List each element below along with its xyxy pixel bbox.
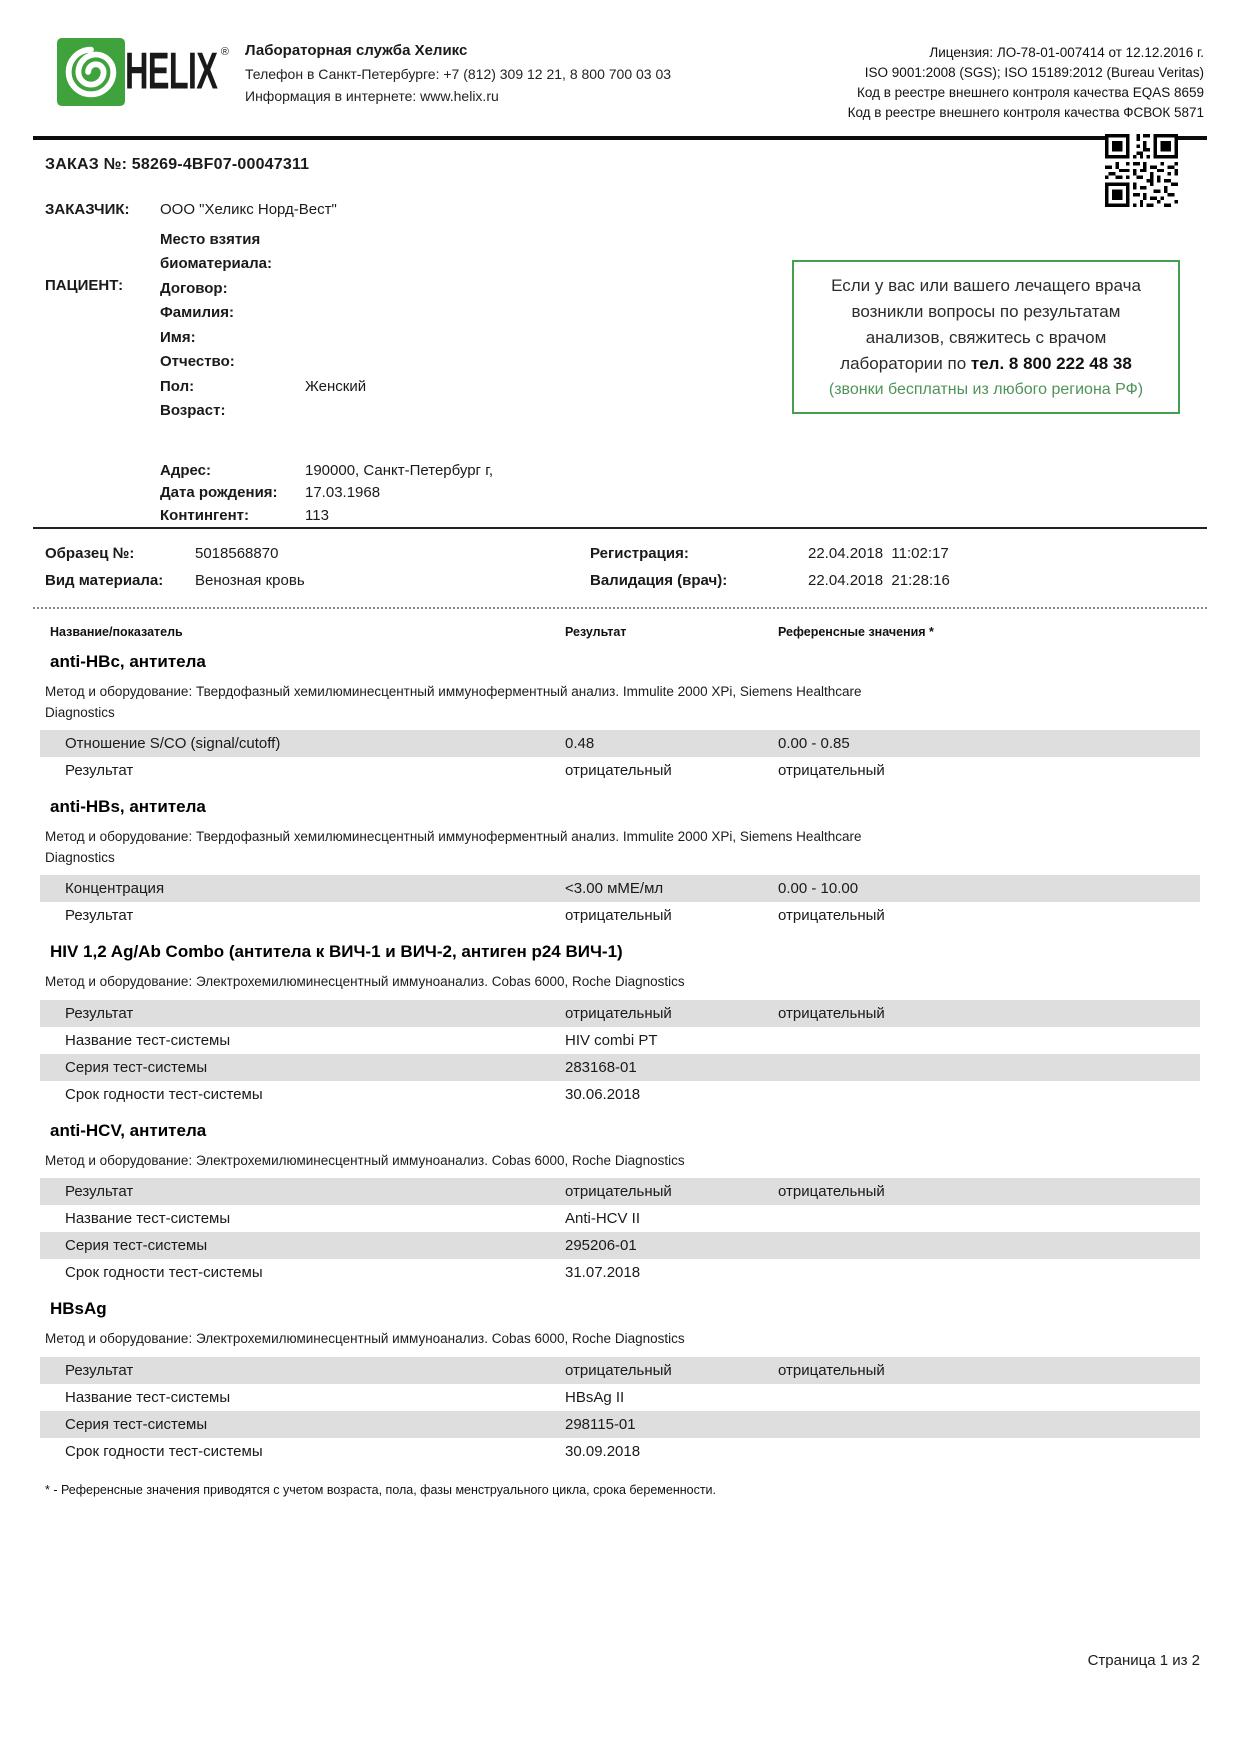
field-label: Место взятия биоматериала: <box>160 230 272 273</box>
validation-label: Валидация (врач): <box>590 572 728 590</box>
row-reference: отрицательный <box>778 762 885 780</box>
row-result: отрицательный <box>565 1183 672 1201</box>
field-label: Адрес: <box>160 461 211 479</box>
column-header-reference: Референсные значения * <box>778 625 934 640</box>
table-row <box>40 1205 1200 1232</box>
section-method: Метод и оборудование: Твердофазный хемилюминесцентный иммуноферментный анализ. Immulite 2000 XPi, Siemens Healthcare Diagnostics <box>45 829 862 865</box>
field-label: Фамилия: <box>160 304 234 322</box>
section-rows <box>40 730 1200 784</box>
row-name: Результат <box>65 762 134 780</box>
material-label: Вид материала: <box>45 572 164 590</box>
test-section-anti-hbs <box>40 797 1200 929</box>
row-result: 0.48 <box>565 735 595 753</box>
row-result: 295206-01 <box>565 1237 637 1255</box>
logo-wordmark: HELIX <box>125 42 218 101</box>
section-title: anti-HCV, антитела <box>50 1120 207 1140</box>
license-line: ISO 9001:2008 (SGS); ISO 15189:2012 (Bureau Veritas) <box>864 64 1204 80</box>
row-name: Результат <box>65 1183 134 1201</box>
helix-spiral-icon <box>57 38 125 106</box>
results-table-header <box>40 625 1200 639</box>
field-label: Контингент: <box>160 506 249 524</box>
field-value: 17.03.1968 <box>305 484 381 502</box>
customer-value: ООО "Хеликс Норд-Вест" <box>160 200 337 218</box>
field-label: Отчество: <box>160 353 235 371</box>
section-method: Метод и оборудование: Электрохемилюминесцентный иммуноанализ. Cobas 6000, Roche Diagnostics <box>45 1152 685 1168</box>
table-row <box>40 1178 1200 1205</box>
patient-extra-fields <box>0 460 1240 528</box>
row-name: Результат <box>65 1004 134 1022</box>
header <box>0 0 1240 123</box>
row-name: Серия тест-системы <box>65 1237 208 1255</box>
sample-label: Образец №: <box>45 545 135 563</box>
table-row <box>40 1054 1200 1081</box>
validation-value: 22.04.2018 21:28:16 <box>808 572 950 590</box>
row-result: 283168-01 <box>565 1058 637 1076</box>
field-label: Возраст: <box>160 402 226 420</box>
order-label: ЗАКАЗ №: <box>45 155 128 173</box>
section-rows <box>40 875 1200 929</box>
patient-section-label: ПАЦИЕНТ: <box>45 276 124 294</box>
order-number-line <box>45 156 1240 174</box>
table-row <box>40 730 1200 757</box>
sample-divider <box>33 527 1207 529</box>
page-number: Страница 1 из 2 <box>1087 1652 1200 1669</box>
patient-field <box>0 460 1240 483</box>
row-name: Результат <box>65 907 134 925</box>
column-header-result: Результат <box>565 625 627 640</box>
lab-name: Лабораторная служба Хеликс <box>245 42 468 59</box>
contact-phone: тел. 8 800 222 48 38 <box>970 354 1132 373</box>
license-line: Лицензия: ЛО-78-01-007414 от 12.12.2016 г. <box>929 45 1204 60</box>
row-name: Название тест-системы <box>65 1388 231 1406</box>
row-result: 31.07.2018 <box>565 1264 641 1282</box>
contact-info-box <box>792 260 1180 414</box>
field-label: Имя: <box>160 328 196 346</box>
license-line: Код в реестре внешнего контроля качества EQAS 8659 <box>857 84 1204 100</box>
table-row <box>40 1081 1200 1108</box>
row-result: HBsAg II <box>565 1388 625 1406</box>
row-result: HIV combi PT <box>565 1031 658 1049</box>
top-divider <box>33 136 1207 140</box>
section-title: HBsAg <box>50 1299 107 1319</box>
row-name: Срок годности тест-системы <box>65 1264 263 1282</box>
contact-phone-line <box>800 351 1172 377</box>
contact-note: (звонки бесплатны из любого региона РФ) <box>828 381 1144 398</box>
license-line: Код в реестре внешнего контроля качества ФСВОК 5871 <box>847 104 1204 120</box>
section-method: Метод и оборудование: Электрохемилюминесцентный иммуноанализ. Cobas 6000, Roche Diagnostics <box>45 1331 685 1347</box>
lab-phone-line: Телефон в Санкт-Петербурге: +7 (812) 309 12 21, 8 800 700 03 03 <box>245 66 672 82</box>
test-section-anti-hcv <box>40 1121 1200 1287</box>
section-method: Метод и оборудование: Твердофазный хемилюминесцентный иммуноферментный анализ. Immulite 2000 XPi, Siemens Healthcare Diagnostics <box>45 684 862 720</box>
row-result: 298115-01 <box>565 1415 636 1433</box>
row-name: Отношение S/CO (signal/cutoff) <box>65 735 281 753</box>
customer-label: ЗАКАЗЧИК: <box>45 200 130 218</box>
contact-line: возникли вопросы по результатам <box>851 302 1121 321</box>
row-name: Серия тест-системы <box>65 1058 208 1076</box>
registration-value: 22.04.2018 11:02:17 <box>808 545 949 563</box>
patient-field <box>0 505 1240 528</box>
field-value: 190000, Санкт-Петербург г, <box>305 461 494 479</box>
contact-phone-prefix: лаборатории по <box>840 354 971 373</box>
row-reference: отрицательный <box>778 1004 885 1022</box>
row-reference: 0.00 - 0.85 <box>778 735 850 753</box>
sample-row <box>0 572 1240 599</box>
section-rows <box>40 1357 1200 1465</box>
customer-line <box>45 201 1240 218</box>
row-name: Название тест-системы <box>65 1031 231 1049</box>
row-name: Серия тест-системы <box>65 1415 208 1433</box>
test-section-hbsag <box>40 1299 1200 1465</box>
row-result: отрицательный <box>565 1004 672 1022</box>
row-reference: 0.00 - 10.00 <box>778 880 859 898</box>
contact-line: анализов, свяжитесь с врачом <box>865 328 1107 347</box>
table-row <box>40 1357 1200 1384</box>
table-row <box>40 1411 1200 1438</box>
patient-field <box>0 482 1240 505</box>
section-title: anti-HBc, антитела <box>50 652 206 672</box>
order-number: 58269-4BF07-00047311 <box>131 155 310 173</box>
row-name: Срок годности тест-системы <box>65 1085 263 1103</box>
table-row <box>40 1000 1200 1027</box>
row-result: <3.00 мМЕ/мл <box>565 880 664 898</box>
table-row <box>40 1438 1200 1465</box>
lab-info <box>245 38 671 107</box>
row-reference: отрицательный <box>778 907 885 925</box>
contact-line: Если у вас или вашего лечащего врача <box>831 276 1141 295</box>
table-row <box>40 875 1200 902</box>
table-row <box>40 1384 1200 1411</box>
row-result: отрицательный <box>565 762 672 780</box>
row-name: Название тест-системы <box>65 1210 231 1228</box>
section-rows <box>40 1000 1200 1108</box>
license-block <box>848 38 1204 123</box>
helix-logo <box>57 38 671 123</box>
row-name: Результат <box>65 1361 134 1379</box>
field-value: Женский <box>305 377 367 395</box>
field-value: 113 <box>305 506 329 524</box>
section-rows <box>40 1178 1200 1286</box>
row-name: Срок годности тест-системы <box>65 1442 263 1460</box>
column-header-name: Название/показатель <box>50 625 183 640</box>
row-name: Концентрация <box>65 880 165 898</box>
section-title: HIV 1,2 Ag/Ab Combo (антитела к ВИЧ-1 и ВИЧ-2, антиген p24 ВИЧ-1) <box>50 942 623 962</box>
qr-code <box>1105 134 1178 207</box>
sample-row <box>0 545 1240 572</box>
section-method: Метод и оборудование: Электрохемилюминесцентный иммуноанализ. Cobas 6000, Roche Diagnostics <box>45 974 685 990</box>
field-label: Пол: <box>160 377 195 395</box>
table-row <box>40 902 1200 929</box>
logo-wordmark-wrap <box>125 38 229 106</box>
section-title: anti-HBs, антитела <box>50 797 206 817</box>
registration-label: Регистрация: <box>590 545 689 563</box>
field-label: Дата рождения: <box>160 484 278 502</box>
lab-web-line: Информация в интернете: www.helix.ru <box>245 87 499 104</box>
table-row <box>40 757 1200 784</box>
table-row <box>40 1259 1200 1286</box>
dotted-divider <box>33 607 1207 609</box>
reference-footnote: * - Референсные значения приводятся с учетом возраста, пола, фазы менструального цикла, срока беременности. <box>45 1482 717 1497</box>
test-section-anti-hbc <box>40 652 1200 784</box>
sample-block <box>0 545 1240 599</box>
table-row <box>40 1027 1200 1054</box>
material-value: Венозная кровь <box>195 572 305 590</box>
registered-mark: ® <box>220 46 229 58</box>
row-reference: отрицательный <box>778 1361 885 1379</box>
test-section-hiv-combo <box>40 942 1200 1108</box>
row-result: Anti-HCV II <box>565 1210 641 1228</box>
row-result: отрицательный <box>565 907 672 925</box>
row-result: 30.06.2018 <box>565 1085 641 1103</box>
sample-value: 5018568870 <box>195 545 279 563</box>
row-result: 30.09.2018 <box>565 1442 641 1460</box>
table-row <box>40 1232 1200 1259</box>
row-result: отрицательный <box>565 1361 672 1379</box>
row-reference: отрицательный <box>778 1183 885 1201</box>
field-label: Договор: <box>160 279 228 297</box>
